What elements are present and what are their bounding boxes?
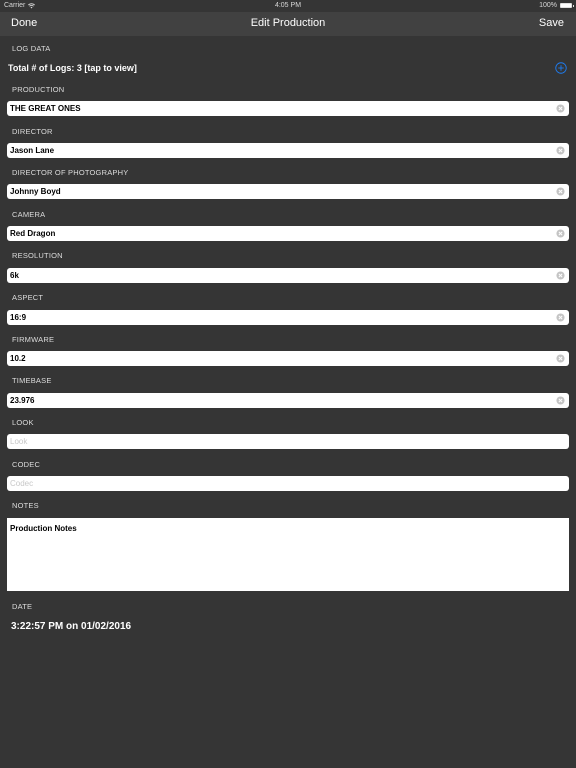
battery-icon: [560, 3, 572, 8]
done-button[interactable]: Done: [11, 17, 38, 29]
camera-value: Red Dragon: [10, 229, 56, 238]
date-value[interactable]: 3:22:57 PM on 01/02/2016: [11, 621, 132, 632]
look-placeholder: Look: [10, 437, 28, 446]
camera-field[interactable]: [7, 226, 569, 241]
director-value: Jason Lane: [10, 146, 55, 155]
firmware-value: 10.2: [10, 354, 26, 363]
section-label-date: DATE: [12, 602, 33, 611]
navigation-bar: [0, 12, 576, 36]
director-field[interactable]: [7, 143, 569, 158]
section-label-log-data: LOG DATA: [12, 44, 51, 53]
status-bar: [0, 0, 576, 12]
view-logs-link[interactable]: Total # of Logs: 3 [tap to view]: [8, 63, 137, 73]
codec-placeholder: Codec: [10, 479, 34, 488]
carrier-label: Carrier: [4, 2, 26, 9]
section-label-look: LOOK: [12, 418, 34, 427]
clear-icon[interactable]: [556, 187, 565, 196]
clear-icon[interactable]: [556, 271, 565, 280]
section-label-camera: CAMERA: [12, 210, 46, 219]
section-label-director: DIRECTOR: [12, 127, 53, 136]
director-of-photography-value: Johnny Boyd: [10, 187, 61, 196]
aspect-value: 16:9: [10, 313, 27, 322]
section-label-notes: NOTES: [12, 501, 39, 510]
section-label-aspect: ASPECT: [12, 293, 44, 302]
production-field[interactable]: [7, 101, 569, 116]
clear-icon[interactable]: [556, 396, 565, 405]
clear-icon[interactable]: [556, 146, 565, 155]
battery-indicator: [539, 2, 572, 9]
plus-circle-icon[interactable]: [555, 62, 567, 74]
production-value: THE GREAT ONES: [10, 104, 81, 113]
look-field[interactable]: [7, 434, 569, 449]
clear-icon[interactable]: [556, 313, 565, 322]
director-of-photography-field[interactable]: [7, 184, 569, 199]
section-label-codec: CODEC: [12, 460, 41, 469]
timebase-field[interactable]: [7, 393, 569, 408]
codec-field[interactable]: [7, 476, 569, 491]
section-label-timebase: TIMEBASE: [12, 376, 52, 385]
notes-textarea[interactable]: [7, 518, 569, 591]
resolution-field[interactable]: [7, 268, 569, 283]
notes-value: Production Notes: [10, 524, 77, 533]
timebase-value: 23.976: [10, 396, 35, 405]
status-time: 4:05 PM: [274, 2, 302, 9]
clear-icon[interactable]: [556, 104, 565, 113]
section-label-resolution: RESOLUTION: [12, 251, 63, 260]
battery-percent: 100%: [539, 2, 557, 9]
page-title: Edit Production: [250, 17, 326, 29]
save-button[interactable]: Save: [538, 17, 564, 29]
firmware-field[interactable]: [7, 351, 569, 366]
clear-icon[interactable]: [556, 229, 565, 238]
section-label-production: PRODUCTION: [12, 85, 65, 94]
clear-icon[interactable]: [556, 354, 565, 363]
resolution-value: 6k: [10, 271, 19, 280]
section-label-firmware: FIRMWARE: [12, 335, 55, 344]
section-label-director-of-photography: DIRECTOR OF PHOTOGRAPHY: [12, 168, 129, 177]
aspect-field[interactable]: [7, 310, 569, 325]
